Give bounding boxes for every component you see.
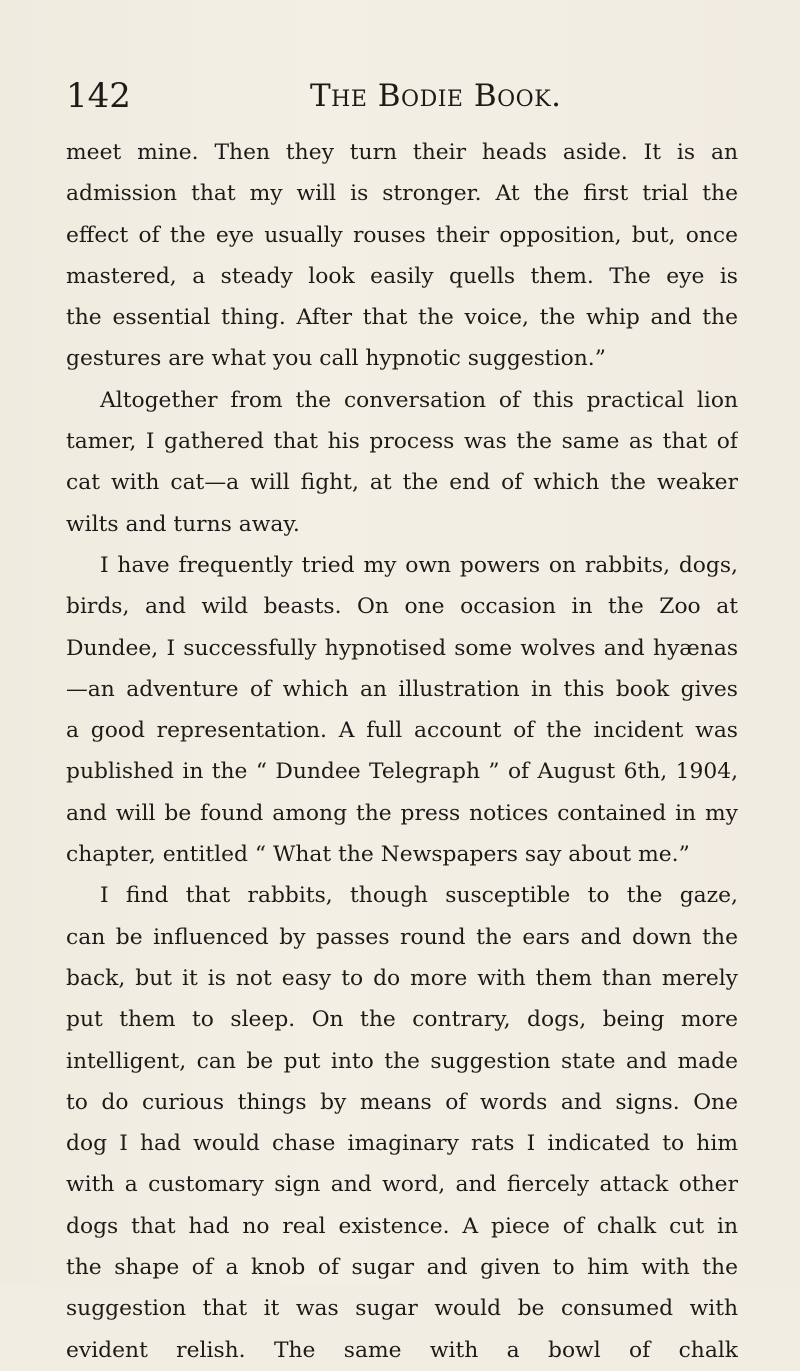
text-line: mastered, a steady look easily quells them. The eye is xyxy=(66,263,738,289)
body-text xyxy=(66,132,738,1371)
text-line: published in the “ Dundee Telegraph ” of August 6th, 1904, xyxy=(66,759,738,785)
text-line: I find that rabbits, though susceptible to the gaze, xyxy=(100,883,738,909)
text-line: dog I had would chase imaginary rats I indicated to him xyxy=(66,1131,738,1157)
text-line: put them to sleep. On the contrary, dogs, being more xyxy=(66,1007,738,1033)
text-line: admission that my will is stronger. At the first trial the xyxy=(66,181,738,207)
text-line: the essential thing. After that the voice, the whip and the xyxy=(66,305,738,331)
text-line: intelligent, can be put into the suggestion state and made xyxy=(66,1048,738,1074)
text-line: Altogether from the conversation of this practical lion xyxy=(100,387,738,413)
page-number: 142 xyxy=(66,76,131,116)
text-line: meet mine. Then they turn their heads aside. It is an xyxy=(66,140,738,165)
text-line: dogs that had no real existence. A piece of chalk cut in xyxy=(66,1213,738,1239)
text-line: tamer, I gathered that his process was the same as that of xyxy=(66,429,738,455)
text-line: the shape of a knob of sugar and given to him with the xyxy=(66,1255,738,1281)
text-line: cat with cat—a will fight, at the end of which the weaker xyxy=(66,470,738,496)
text-line: to do curious things by means of words and signs. One xyxy=(66,1089,738,1115)
text-line: evident relish. The same with a bowl of chalk xyxy=(66,1337,738,1363)
text-line: can be influenced by passes round the ears and down the xyxy=(66,924,738,950)
text-line: suggestion that it was sugar would be consumed with xyxy=(66,1296,738,1322)
text-line: I have frequently tried my own powers on rabbits, dogs, xyxy=(100,552,738,578)
text-line: a good representation. A full account of the incident was xyxy=(66,718,738,744)
text-line: effect of the eye usually rouses their opposition, but, once xyxy=(66,222,738,248)
text-line: with a customary sign and word, and fiercely attack other xyxy=(66,1172,738,1198)
text-line: —an adventure of which an illustration in this book gives xyxy=(66,676,738,702)
text-line: back, but it is not easy to do more with them than merely xyxy=(66,965,738,991)
text-line: wilts and turns away. xyxy=(66,511,300,537)
running-head xyxy=(66,74,746,118)
text-line: birds, and wild beasts. On one occasion in the Zoo at xyxy=(66,594,738,620)
text-line: gestures are what you call hypnotic suggestion.” xyxy=(66,346,606,372)
text-line: and will be found among the press notices contained in my xyxy=(66,800,738,826)
text-line: chapter, entitled “ What the Newspapers say about me.” xyxy=(66,842,690,868)
book-title: The Bodie Book. xyxy=(310,78,562,114)
text-line: Dundee, I successfully hypnotised some wolves and hyænas xyxy=(66,635,738,661)
